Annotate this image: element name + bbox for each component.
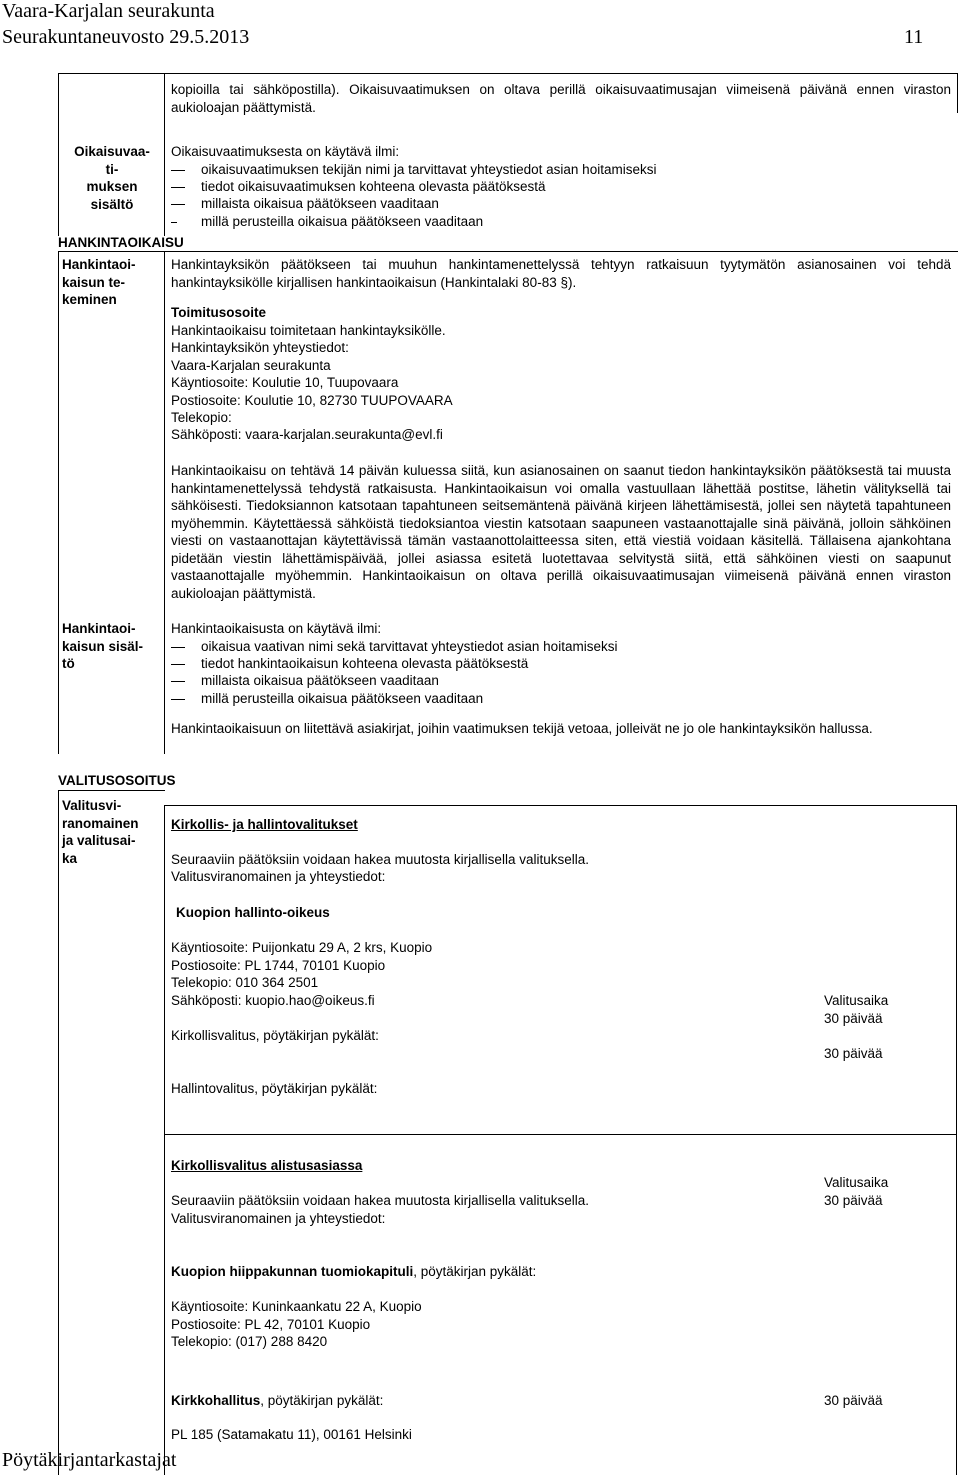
box1-line2: Valitusviranomainen ja yhteystiedot: (171, 869, 386, 884)
section-line (58, 251, 958, 252)
hankintaoikaisu-heading: HANKINTAOIKAISU (58, 235, 184, 250)
contact-line: Postiosoite: PL 42, 70101 Kuopio (171, 1317, 371, 1332)
oikaisu-sisalto-intro: Oikaisuvaatimuksesta on käytävä ilmi: (171, 144, 400, 159)
contact-line: Käyntiosoite: Puijonkatu 29 A, 2 krs, Kuopio (171, 940, 433, 955)
intro-text: kopioilla tai sähköpostilla). Oikaisuvaatimuksen on oltava perillä oikaisuvaatimusajan viimeisenä päivänä ennen viraston aukioloajan päättymistä. (171, 82, 951, 115)
list-item: millaista oikaisua päätökseen vaaditaan (171, 672, 439, 689)
dash-bullet-icon (171, 222, 177, 223)
section-left-line (58, 790, 59, 1475)
box1-aika2: 30 päivää (824, 1046, 883, 1061)
oikaisu-sisalto-label: Oikaisuvaa- ti- muksen sisältö (74, 144, 150, 212)
frame-divider-line (164, 73, 165, 236)
list-item: oikaisuvaatimuksen tekijän nimi ja tarvittavat yhteystiedot asian hoitamiseksi (171, 161, 656, 178)
page-number: 11 (904, 26, 924, 48)
box1-authority: Kuopion hallinto-oikeus (176, 905, 330, 920)
contact-line: Telekopio: (017) 288 8420 (171, 1334, 328, 1349)
toimitus-line: Käyntiosoite: Koulutie 10, Tuupovaara (171, 375, 399, 390)
list-item: tiedot oikaisuvaatimuksen kohteena olevasta päätöksestä (171, 178, 545, 195)
dash-bullet-icon (171, 204, 185, 205)
dash-bullet-icon (171, 170, 185, 171)
box1-kirkollis: Kirkollisvalitus, pöytäkirjan pykälät: (171, 1028, 379, 1043)
hankinta-sisalto-label: Hankintaoi- kaisun sisäl- tö (62, 621, 144, 671)
box1-aika-label: Valitusaika (824, 993, 889, 1008)
liitteet-text: Hankintaoikaisuun on liitettävä asiakirjat, joihin vaatimuksen tekijä vetoaa, jolleivät ne jo ole hankintayksikön hallussa. (171, 721, 873, 736)
toimitus-line: Hankintaoikaisu toimitetaan hankintayksikölle. (171, 323, 446, 338)
kirkkohallitus-line: Kirkkohallitus, pöytäkirjan pykälät: (171, 1393, 384, 1408)
box1-line1: Seuraaviin päätöksiin voidaan hakea muutosta kirjallisella valituksella. (171, 852, 589, 867)
dash-bullet-icon (171, 699, 185, 700)
toimitus-line: Hankintayksikön yhteystiedot: (171, 340, 349, 355)
dash-bullet-icon (171, 664, 185, 665)
box2-aika-label: Valitusaika (824, 1175, 889, 1190)
hankinta-para1: Hankintayksikön päätökseen tai muuhun hankintamenettelyssä tehtyyn ratkaisuun tyytymätön asianosainen voi tehdä hankintayksikölle kirjallisen hankintaoikaisun (Hankintalaki 80-83 §). (171, 257, 951, 290)
section-left-line (58, 251, 59, 754)
frame-right-line (957, 73, 958, 113)
box2-line1: Seuraaviin päätöksiin voidaan hakea muutosta kirjallisella valituksella. (171, 1193, 589, 1208)
valitusosoitus-heading: VALITUSOSOITUS (58, 773, 176, 788)
box2-title: Kirkollisvalitus alistusasiassa (171, 1158, 363, 1173)
list-item: millaista oikaisua päätökseen vaaditaan (171, 195, 439, 212)
hankinta-para2: Hankintaoikaisu on tehtävä 14 päivän kuluessa siitä, kun asianosainen on saanut tiedon hankintayksikön päätöksestä tai muusta hankintamenettelyssä tehdystä ratkaisusta. Hankintaoikaisun voi omalla vastuullaan lähettää postitse, lähetin välityksellä tai sähköisesti. Tiedoksiannon katsotaan tapahtuneen seitsemäntenä päivänä kirjeen lähettämisestä, jollei sen näytetä tapahtuneen myöhemmin. Käytettäessä sähköistä tiedoksiantoa viestin katsotaan saapuneen vastaanottajalle sinä päivänä, jolloin sähköinen viesti on vastaanottajan käytettävissä tämän vastaanottolaitteessa siten, että viestiä voidaan käsitellä. Tällaisena ajankohtana pidetään viestin lähettämispäivää, jollei asiassa esitetä luotettavaa selvitystä siitä, että sähköinen viesti on saapunut vastaanottajalle myöhemmin. Hankintaoikaisun on oltava perillä oikaisuvaatimusajan viimeisenä päivänä ennen viraston aukioloajan päättymistä. (171, 463, 951, 601)
section-divider-line (164, 251, 165, 754)
dash-bullet-icon (171, 187, 185, 188)
contact-line: Telekopio: 010 364 2501 (171, 975, 319, 990)
toimitus-line: Telekopio: (171, 410, 232, 425)
list-item: oikaisua vaativan nimi sekä tarvittavat yhteystiedot asian hoitamiseksi (171, 638, 617, 655)
list-item: millä perusteilla oikaisua päätökseen vaaditaan (171, 690, 483, 707)
kirkkohallitus-address: PL 185 (Satamakatu 11), 00161 Helsinki (171, 1427, 412, 1442)
toimitus-line: Postiosoite: Koulutie 10, 82730 TUUPOVAARA (171, 393, 453, 408)
frame-left-line (58, 73, 59, 236)
box1-aika1: 30 päivää (824, 1011, 883, 1026)
header-org: Vaara-Karjalan seurakunta (2, 0, 215, 22)
email-line: Sähköposti: vaara-karjalan.seurakunta@evl.fi (171, 427, 443, 442)
valitusviranomainen-label: Valitusvi- ranomainen ja valitusai- ka (62, 798, 139, 866)
box2-authority: Kuopion hiippakunnan tuomiokapituli, pöytäkirjan pykälät: (171, 1264, 537, 1279)
box1-title: Kirkollis- ja hallintovalitukset (171, 817, 358, 832)
box1-hallinto: Hallintovalitus, pöytäkirjan pykälät: (171, 1081, 378, 1096)
toimitus-line: Vaara-Karjalan seurakunta (171, 358, 331, 373)
list-item: millä perusteilla oikaisua päätökseen vaaditaan (171, 213, 483, 230)
tekeminen-label: Hankintaoi- kaisun te- keminen (62, 257, 136, 307)
list-item: tiedot hankintaoikaisun kohteena olevasta päätöksestä (171, 655, 528, 672)
section-line (58, 790, 165, 791)
contact-line: Postiosoite: PL 1744, 70101 Kuopio (171, 958, 386, 973)
frame-top-line (58, 73, 958, 74)
kirkkohallitus-aika: 30 päivää (824, 1393, 883, 1408)
contact-line: Sähköposti: kuopio.hao@oikeus.fi (171, 993, 375, 1008)
dash-bullet-icon (171, 647, 185, 648)
hankinta-sisalto-intro: Hankintaoikaisusta on käytävä ilmi: (171, 621, 382, 636)
box2-aika1: 30 päivää (824, 1193, 883, 1208)
toimitusosoite-title: Toimitusosoite (171, 305, 267, 320)
header-meeting: Seurakuntaneuvosto 29.5.2013 (2, 26, 250, 48)
dash-bullet-icon (171, 681, 185, 682)
footer-signature-label: Pöytäkirjantarkastajat (2, 1449, 177, 1471)
box2-line2: Valitusviranomainen ja yhteystiedot: (171, 1211, 386, 1226)
contact-line: Käyntiosoite: Kuninkaankatu 22 A, Kuopio (171, 1299, 422, 1314)
